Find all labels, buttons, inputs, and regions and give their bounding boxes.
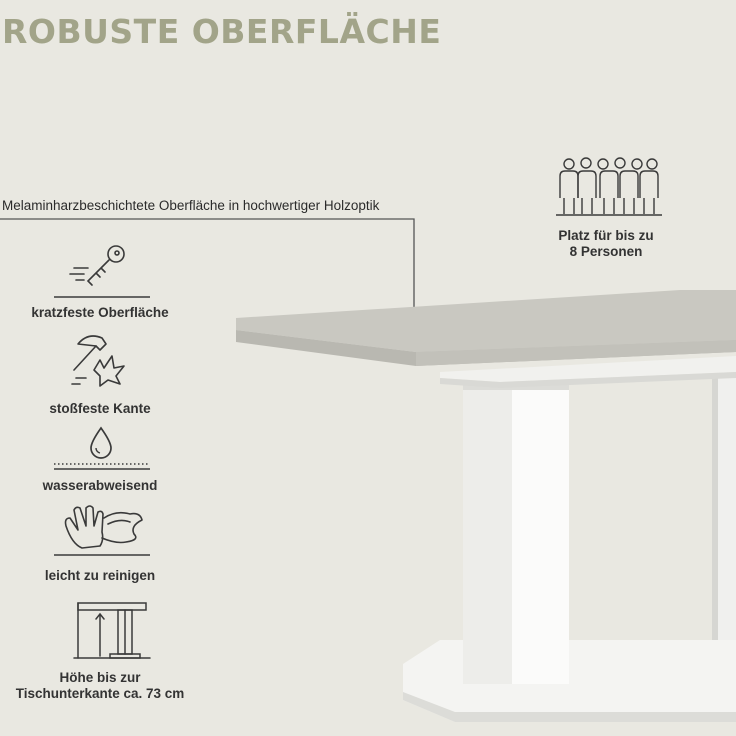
- feature-label-height: [0, 670, 200, 702]
- page-title: ROBUSTE OBERFLÄCHE: [2, 12, 442, 51]
- feature-label-water: wasserabweisend: [42, 478, 158, 493]
- hammer-impact-icon: [66, 330, 136, 390]
- feature-label-height-line1: Höhe bis zur: [59, 670, 141, 685]
- feature-divider: [54, 553, 154, 557]
- key-scratch-icon: [66, 238, 136, 298]
- feature-label-clean: leicht zu reinigen: [44, 568, 156, 583]
- feature-label-scratch: kratzfeste Oberfläche: [31, 305, 169, 320]
- feature-label-height-line2: Tischunterkante ca. 73 cm: [15, 686, 185, 701]
- capacity-label: [536, 228, 676, 260]
- hand-wiping-cloth-icon: [60, 504, 150, 560]
- capacity-label-line2: 8 Personen: [569, 244, 643, 259]
- feature-label-impact: stoßfeste Kante: [49, 401, 151, 416]
- water-surface-dots: [54, 461, 154, 471]
- surface-callout-text: Melaminharzbeschichtete Oberfläche in hochwertiger Holzoptik: [2, 198, 380, 213]
- water-drop-icon: [86, 426, 126, 462]
- group-of-people-icon: [556, 158, 666, 218]
- capacity-label-line1: Platz für bis zu: [558, 228, 654, 243]
- feature-divider: [54, 295, 154, 299]
- table-height-icon: [70, 600, 150, 662]
